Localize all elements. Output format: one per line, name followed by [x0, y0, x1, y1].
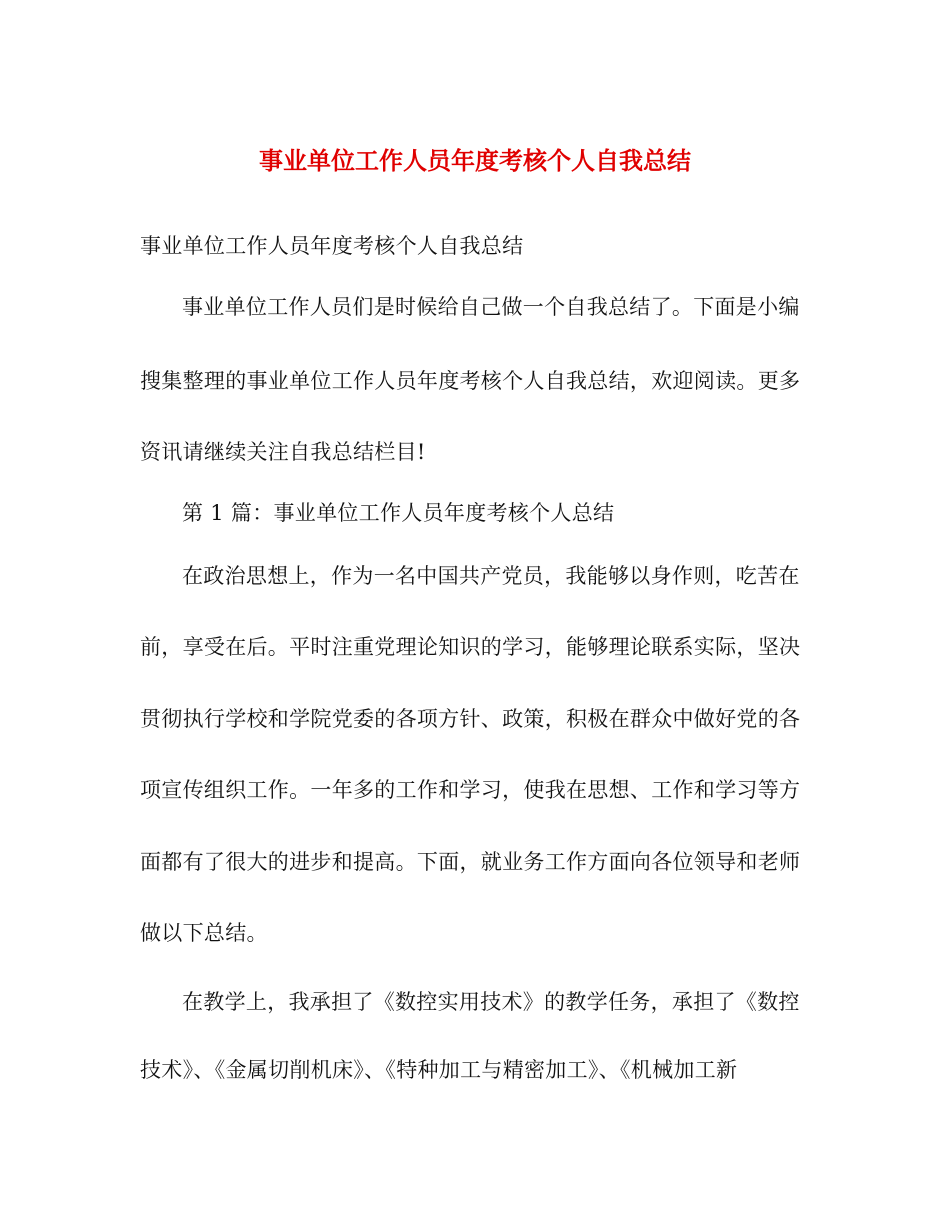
- text-line: 在教学上，我承担了《数控实用技术》的教学任务，承担了《数控: [182, 990, 800, 1014]
- text-line: 资讯请继续关注自我总结栏目!: [140, 440, 426, 464]
- text-line: 技术》、《金属切削机床》、《特种加工与精密加工》、《机械加工新: [140, 1058, 738, 1082]
- text-line-section-heading: 第 1 篇：事业单位工作人员年度考核个人总结: [182, 501, 615, 525]
- text-line: 面都有了很大的进步和提高。下面，就业务工作方面向各位领导和老师: [140, 850, 801, 874]
- text-line: 项宣传组织工作。一年多的工作和学习，使我在思想、工作和学习等方: [140, 778, 801, 802]
- text-line: 搜集整理的事业单位工作人员年度考核个人自我总结，欢迎阅读。更多: [140, 369, 801, 393]
- text-line: 做以下总结。: [140, 921, 268, 945]
- text-line: 贯彻执行学校和学院党委的各项方针、政策，积极在群众中做好党的各: [140, 707, 801, 731]
- text-line: 在政治思想上，作为一名中国共产党员，我能够以身作则，吃苦在: [182, 564, 800, 588]
- text-line: 事业单位工作人员们是时候给自己做一个自我总结了。下面是小编: [182, 295, 800, 319]
- document-title: 事业单位工作人员年度考核个人自我总结: [259, 146, 691, 175]
- text-line: 前，享受在后。平时注重党理论知识的学习，能够理论联系实际，坚决: [140, 635, 801, 659]
- text-line-subtitle: 事业单位工作人员年度考核个人自我总结: [140, 234, 524, 258]
